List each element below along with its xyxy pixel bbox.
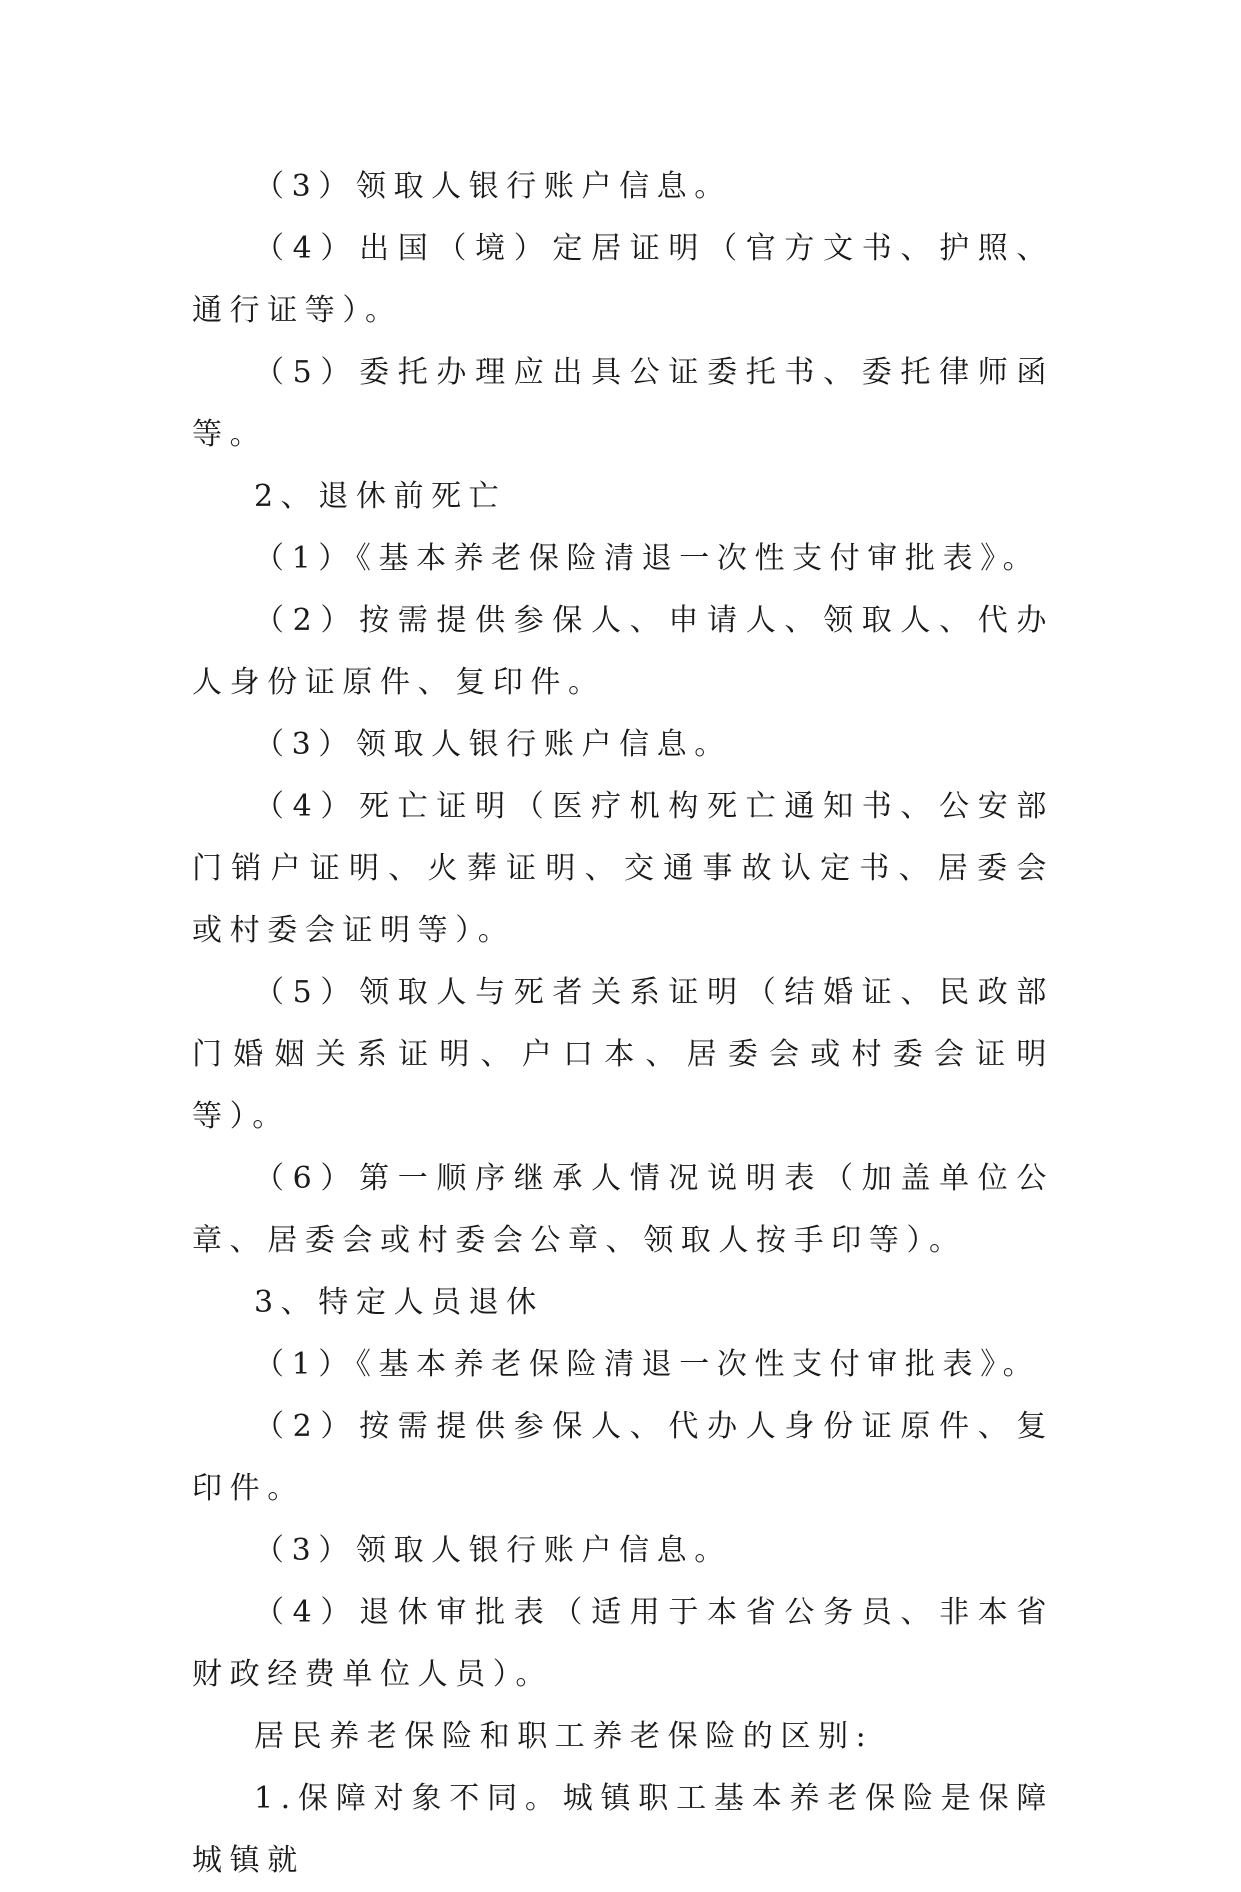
- paragraph: （3）领取人银行账户信息。: [254, 169, 732, 204]
- paragraph: （2）按需提供参保人、申请人、领取人、代办人身份证原件、复印件。: [192, 603, 1054, 700]
- paragraph: （2）按需提供参保人、代办人身份证原件、复印件。: [192, 1409, 1054, 1506]
- paragraph: （1）《基本养老保险清退一次性支付审批表》。: [254, 541, 1041, 576]
- paragraph: （4）出国（境）定居证明（官方文书、护照、通行证等）。: [192, 231, 1054, 328]
- document-page: [192, 156, 1054, 1892]
- section-heading: 居民养老保险和职工养老保险的区别:: [254, 1719, 874, 1754]
- paragraph: （5）领取人与死者关系证明（结婚证、民政部门婚姻关系证明、户口本、居委会或村委会证明等）。: [192, 975, 1054, 1134]
- paragraph: （1）《基本养老保险清退一次性支付审批表》。: [254, 1347, 1041, 1382]
- section-heading: 3、特定人员退休: [254, 1285, 544, 1320]
- paragraph: （4）死亡证明（医疗机构死亡通知书、公安部门销户证明、火葬证明、交通事故认定书、居委会或村委会证明等）。: [192, 789, 1054, 948]
- paragraph: （6）第一顺序继承人情况说明表（加盖单位公章、居委会或村委会公章、领取人按手印等）。: [192, 1161, 1054, 1258]
- section-heading: 2、退休前死亡: [254, 479, 507, 514]
- paragraph: 1.保障对象不同。城镇职工基本养老保险是保障城镇就: [192, 1781, 1054, 1878]
- paragraph: （4）退休审批表（适用于本省公务员、非本省财政经费单位人员）。: [192, 1595, 1054, 1692]
- paragraph: （5）委托办理应出具公证委托书、委托律师函等。: [192, 355, 1054, 452]
- paragraph: （3）领取人银行账户信息。: [254, 727, 732, 762]
- paragraph: （3）领取人银行账户信息。: [254, 1533, 732, 1568]
